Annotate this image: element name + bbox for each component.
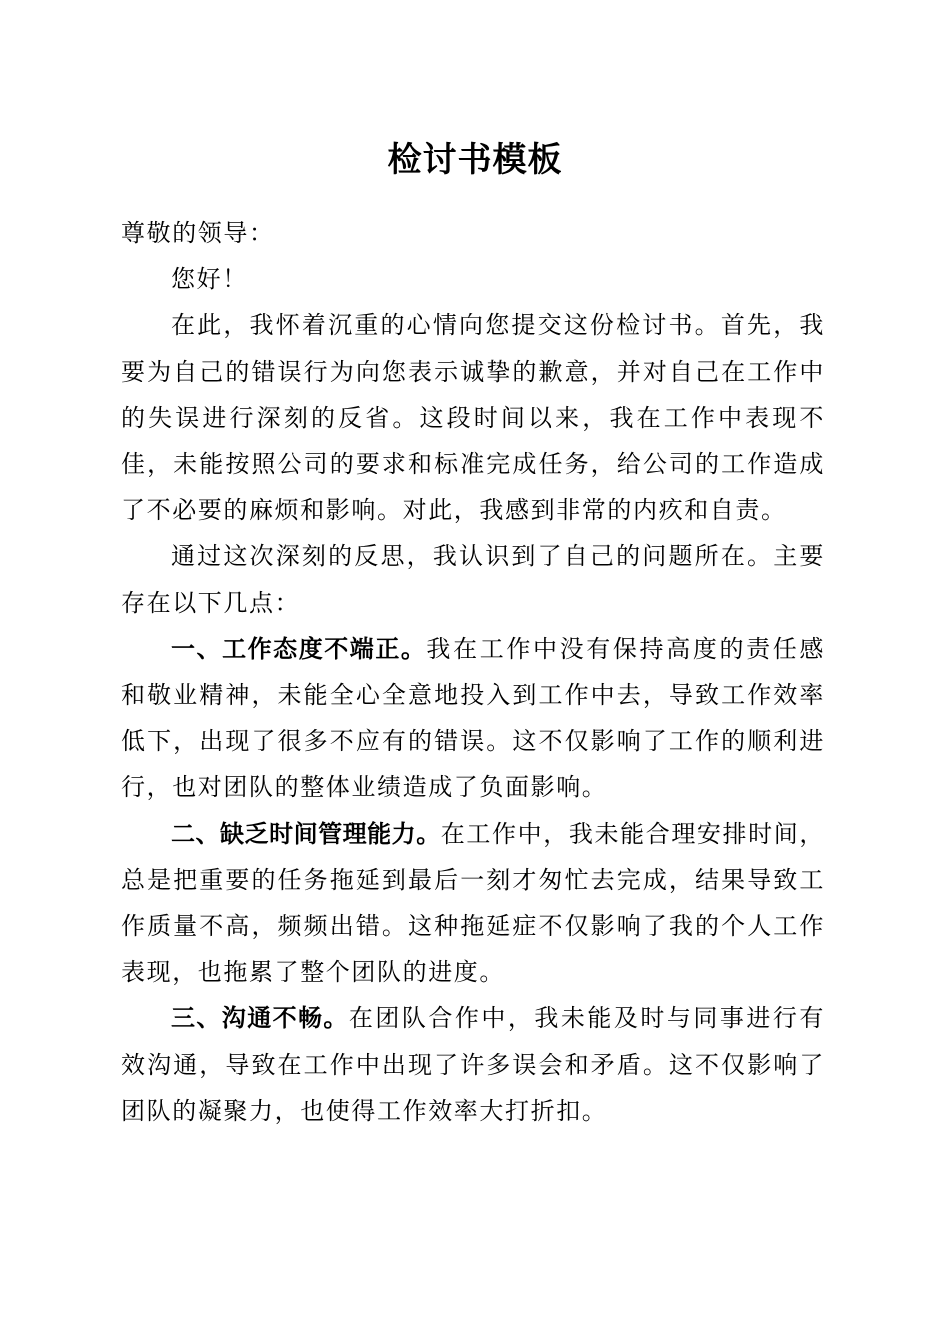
- point-1-text: 我在工作中没有保持高度的责任感和敬业精神，未能全心全意地投入到工作中去，导致工作效率低下，出现了很多不应有的错误。这不仅影响了工作的顺利进行，也对团队的整体业绩造成了负面影响。: [121, 634, 826, 802]
- greeting: 您好！: [171, 265, 248, 294]
- paragraph-reflection: 通过这次深刻的反思，我认识到了自己的问题所在。主要存在以下几点：: [121, 542, 825, 617]
- point-3-heading: 三、沟通不畅。: [171, 1004, 349, 1033]
- document-body: [121, 210, 825, 1134]
- point-3-paragraph: [121, 995, 825, 1134]
- point-2-heading: 二、缺乏时间管理能力。: [171, 819, 441, 848]
- salutation: 尊敬的领导：: [121, 219, 275, 247]
- point-1-heading: 一、工作态度不端正。: [171, 634, 427, 663]
- point-3-text: 在团队合作中，我未能及时与同事进行有效沟通，导致在工作中出现了许多误会和矛盾。这不仅影响了团队的凝聚力，也使得工作效率大打折扣。: [121, 1004, 825, 1125]
- point-2-paragraph: [121, 811, 825, 996]
- document-title: 检讨书模板: [387, 140, 563, 180]
- paragraph-apology: 在此，我怀着沉重的心情向您提交这份检讨书。首先，我要为自己的错误行为向您表示诚挚的歉意，并对自己在工作中的失误进行深刻的反省。这段时间以来，我在工作中表现不佳，未能按照公司的要求和标准完成任务，给公司的工作造成了不必要的麻烦和影响。对此，我感到非常的内疚和自责。: [121, 311, 825, 525]
- point-2-text: 在工作中，我未能合理安排时间，总是把重要的任务拖延到最后一刻才匆忙去完成，结果导致工作质量不高，频频出错。这种拖延症不仅影响了我的个人工作表现，也拖累了整个团队的进度。: [121, 819, 826, 987]
- point-1-paragraph: [121, 626, 825, 811]
